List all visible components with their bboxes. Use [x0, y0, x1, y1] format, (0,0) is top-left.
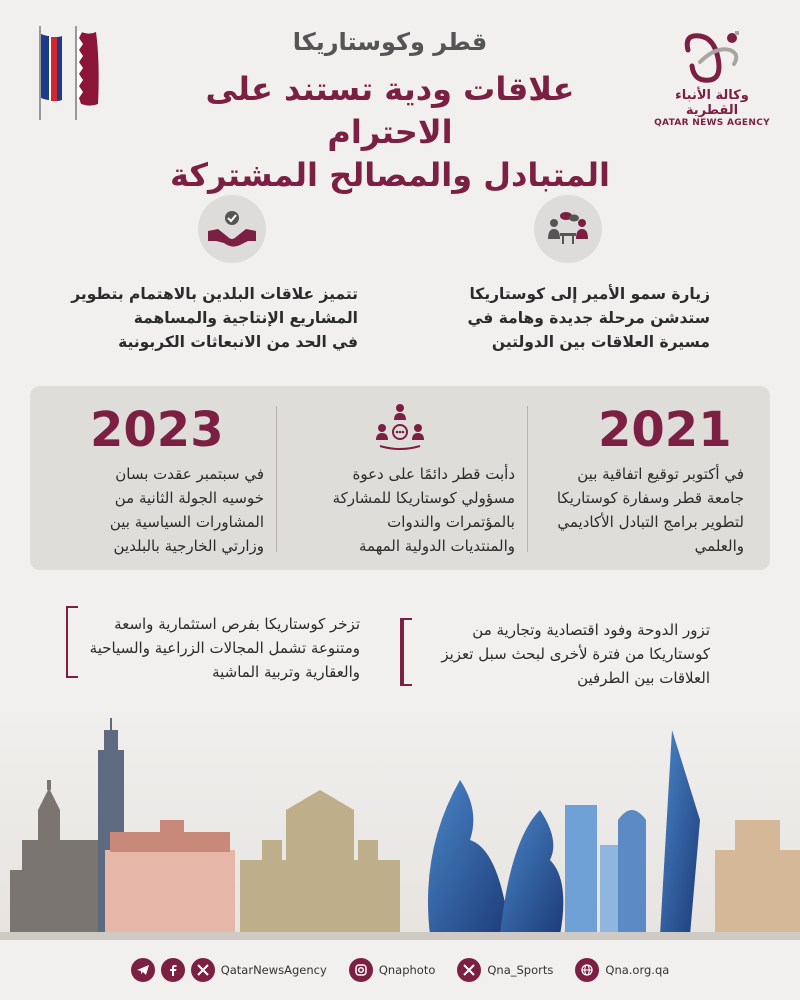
social-photo-group[interactable]	[349, 958, 436, 982]
timeline-left-text	[42, 462, 264, 558]
feature-right-line: زيارة سمو الأمير إلى كوستاريكا	[469, 285, 710, 303]
timeline-middle-text	[290, 462, 515, 558]
timeline-right-line: جامعة قطر وسفارة كوستاريكا	[556, 489, 744, 507]
feature-left-line: المشاريع الإنتاجية والمساهمة	[133, 309, 358, 328]
bracket-right-line: العلاقات بين الطرفين	[577, 669, 710, 687]
header-title-line1: علاقات ودية تستند على الاحترام	[205, 70, 575, 152]
timeline-right-line: في أكتوبر توقيع اتفاقية بين	[577, 465, 744, 483]
header	[150, 28, 630, 198]
instagram-icon[interactable]	[349, 958, 373, 982]
conference-icon	[374, 402, 426, 450]
logo-name-en: QATAR NEWS AGENCY	[654, 118, 770, 128]
x-sports-icon[interactable]	[457, 958, 481, 982]
timeline-right-line: والعلمي	[694, 537, 744, 555]
bracket-left-line: ومتنوعة تشمل المجالات الزراعية والسياحية	[89, 639, 360, 657]
handle-photo[interactable]: Qnaphoto	[378, 963, 436, 977]
bracket-left-line: والعقارية وتربية الماشية	[212, 663, 360, 681]
social-sports-group[interactable]	[457, 958, 553, 982]
bracket-right-text	[410, 618, 710, 690]
feature-right-text	[380, 282, 710, 354]
timeline-middle-line: والمنتديات الدولية المهمة	[358, 537, 515, 555]
timeline-middle-line: بالمؤتمرات والندوات	[387, 513, 515, 531]
bracket-right-line: كوستاريكا من فترة لأخرى لبحث سبل تعزيز	[441, 645, 710, 663]
feature-left-line: في الحد من الانبعاثات الكربونية	[118, 333, 358, 352]
feature-left-text	[28, 282, 358, 354]
header-title-line2: المتبادل والمصالح المشتركة	[170, 156, 610, 195]
timeline-left-line: خوسيه الجولة الثانية من	[114, 489, 264, 507]
handle-main[interactable]: QatarNewsAgency	[220, 963, 327, 977]
bracket-left-text	[60, 612, 360, 684]
feature-right-line: ستدشن مرحلة جديدة وهامة في	[467, 309, 710, 328]
logo-name-ar: وكالة الأنباء القطرية	[675, 88, 749, 118]
x-icon[interactable]	[191, 958, 215, 982]
year-2021: 2021	[598, 402, 732, 458]
handle-website[interactable]: Qna.org.qa	[605, 963, 670, 977]
facebook-icon[interactable]	[161, 958, 185, 982]
timeline-left-line: في سبتمبر عقدت بسان	[115, 465, 264, 483]
feature-left-line: تتميز علاقات البلدين بالاهتمام بتطوير	[71, 285, 358, 303]
bracket-left-top	[66, 606, 78, 608]
meeting-icon	[544, 209, 592, 249]
timeline-right-line: لتطوير برامج التبادل الأكاديمي	[557, 513, 744, 531]
flags-icon	[26, 22, 106, 122]
timeline-right-text	[504, 462, 744, 558]
band-divider-left	[276, 406, 277, 552]
social-website-group[interactable]	[575, 958, 669, 982]
skyline-illustration	[0, 700, 800, 940]
feature-left-icon-circle	[198, 195, 266, 263]
qna-logo	[652, 28, 772, 128]
timeline-left-line: المشاورات السياسية بين	[109, 513, 264, 531]
handle-sports[interactable]: Qna_Sports	[487, 963, 554, 977]
year-2023: 2023	[90, 402, 224, 458]
header-subtitle: قطر وكوستاريكا	[292, 28, 488, 56]
timeline-middle-line: مسؤولي كوستاريكا للمشاركة	[332, 489, 515, 507]
footer-socials	[0, 940, 800, 1000]
colonial-building	[105, 820, 235, 935]
telegram-icon[interactable]	[131, 958, 155, 982]
conference-icon-wrap	[374, 402, 426, 454]
feature-right-icon-circle	[534, 195, 602, 263]
globe-icon[interactable]	[575, 958, 599, 982]
social-main-group[interactable]	[131, 958, 327, 982]
qna-logo-icon	[680, 28, 744, 86]
bracket-left-line: تزخر كوستاريكا بفرص استثمارية واسعة	[114, 615, 360, 633]
feature-right-line: مسيرة العلاقات بين الدولتين	[491, 333, 710, 352]
timeline-middle-line: دأبت قطر دائمًا على دعوة	[352, 465, 515, 483]
timeline-left-line: وزارتي الخارجية بالبلدين	[113, 537, 264, 555]
bracket-right-edge	[400, 618, 404, 686]
bracket-right-line: تزور الدوحة وفود اقتصادية وتجارية من	[472, 621, 710, 639]
handshake-icon	[206, 209, 258, 249]
flags	[26, 22, 106, 122]
